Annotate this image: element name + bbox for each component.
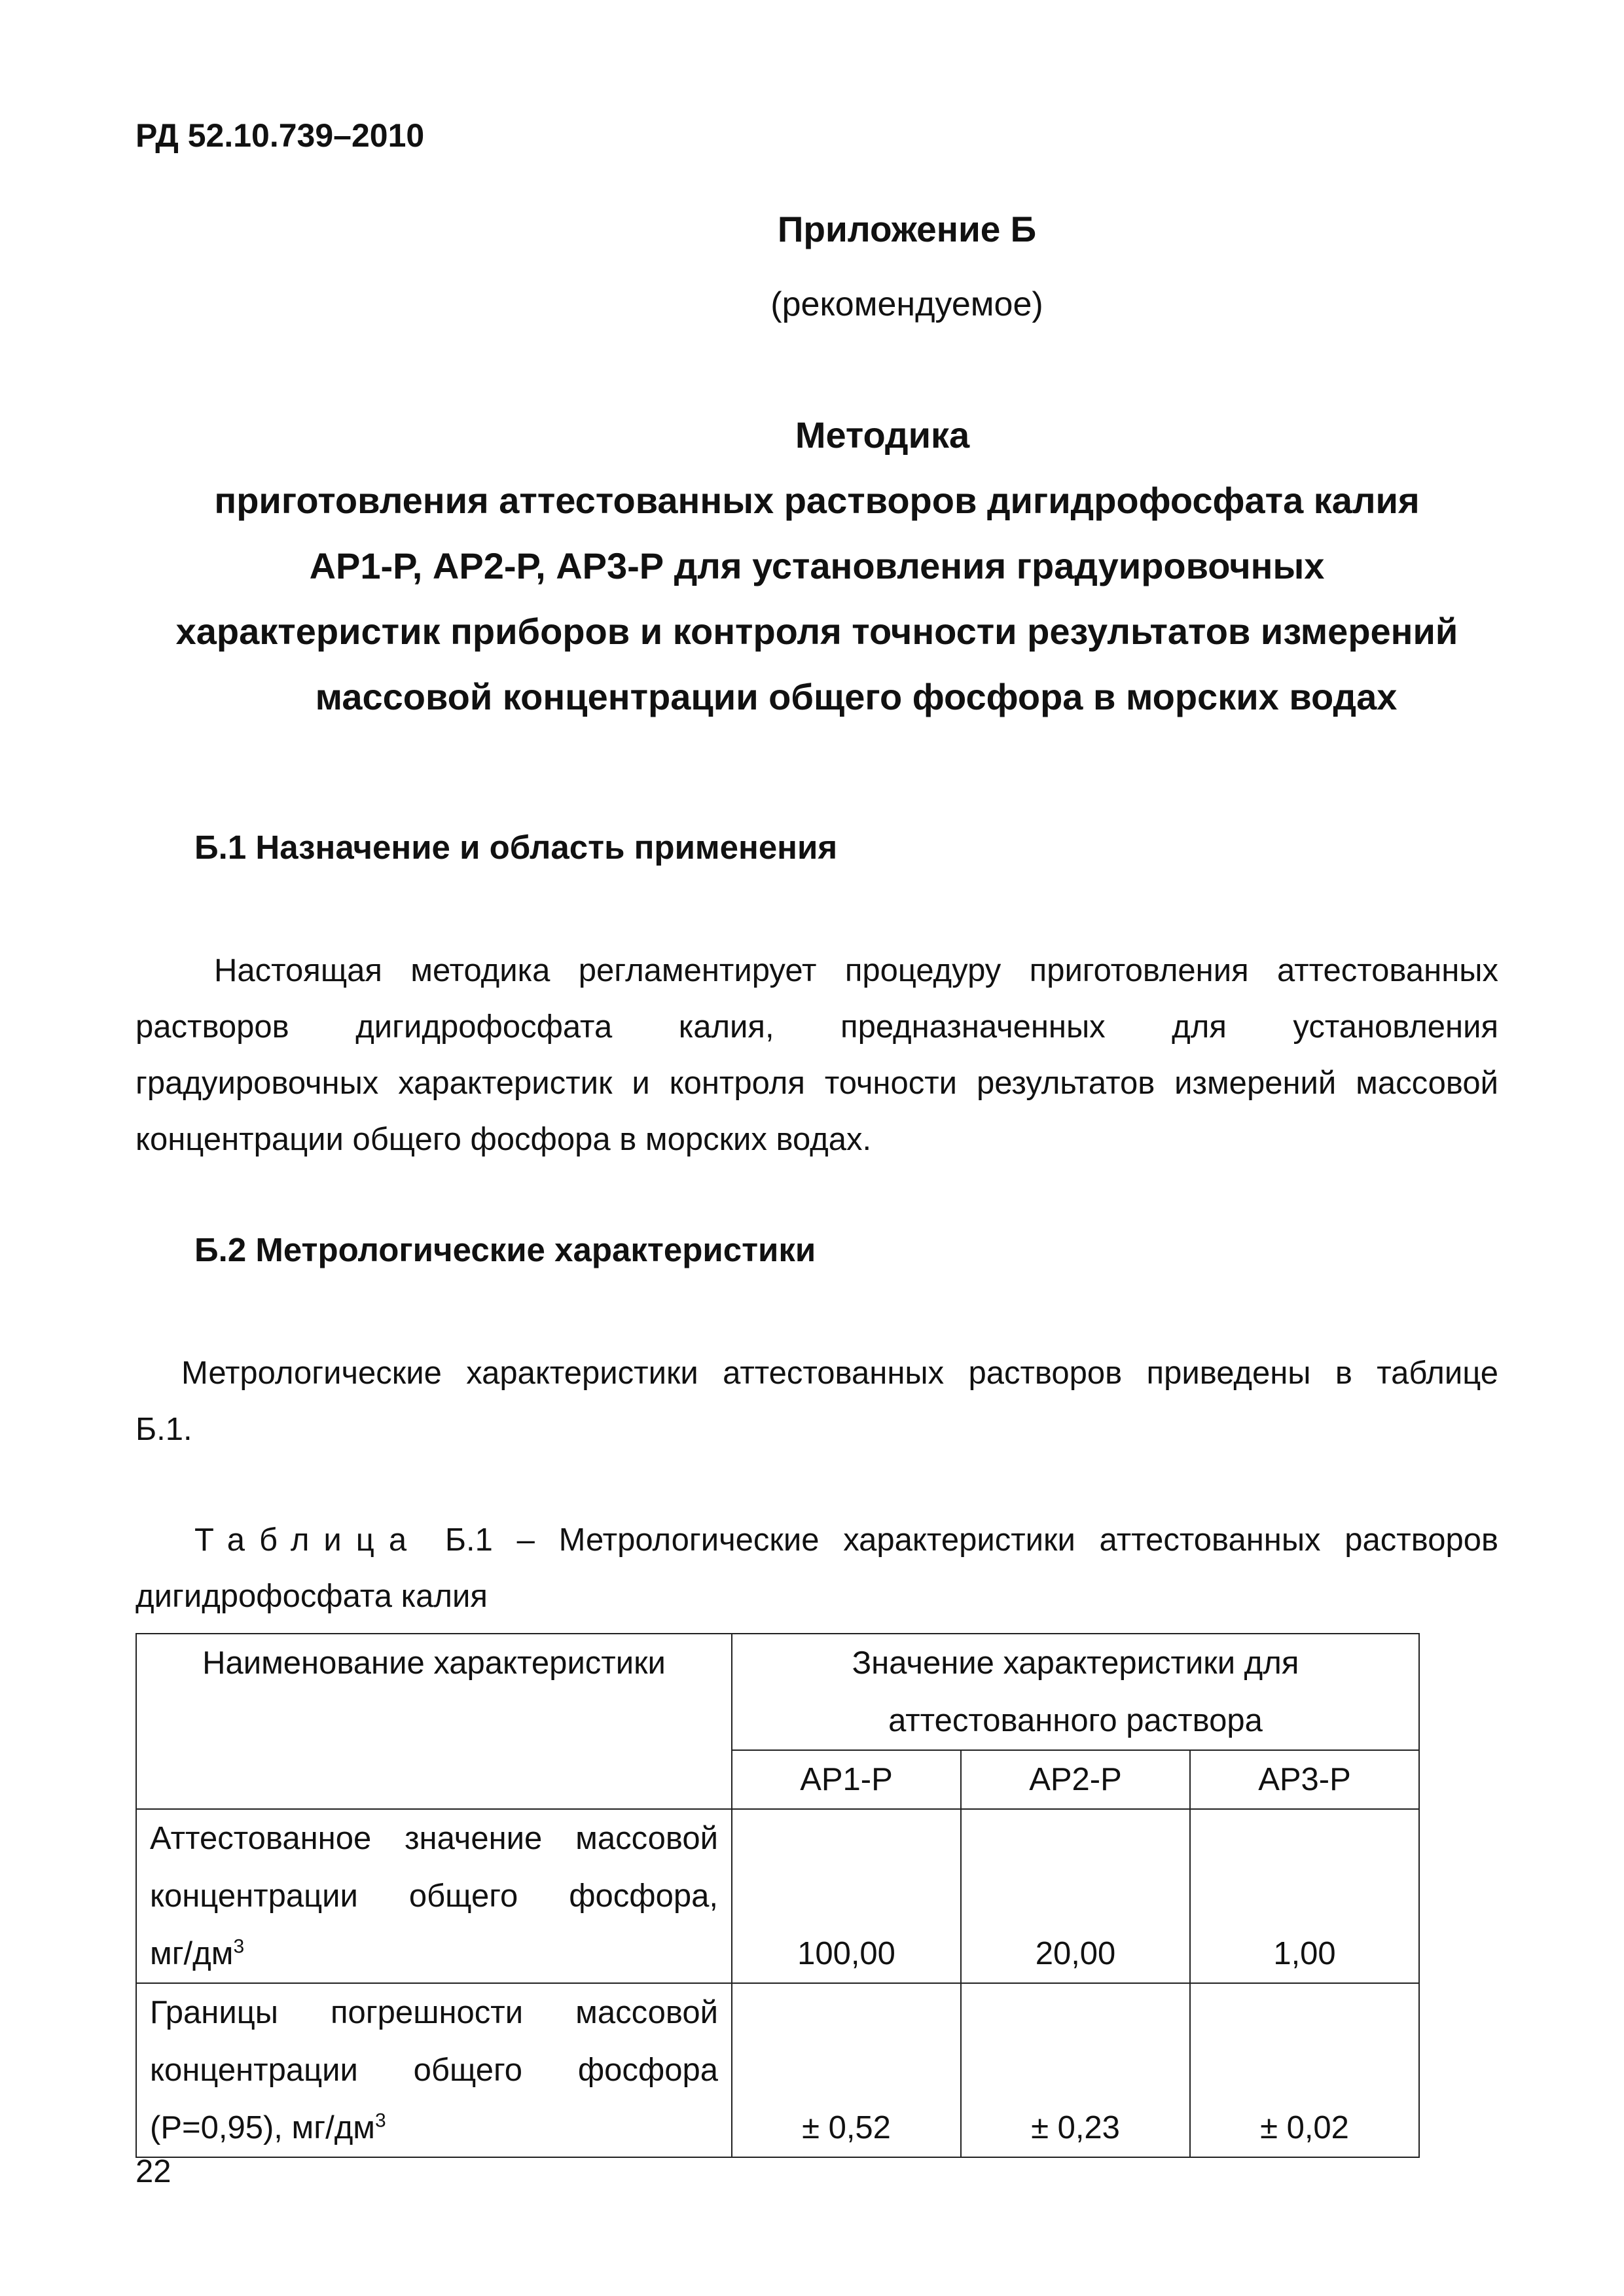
row-name-line [150, 1925, 718, 1982]
column-header: АР1-Р [732, 1750, 961, 1809]
value-cell: 100,00 [732, 1809, 961, 1983]
column-header: АР2-Р [961, 1750, 1190, 1809]
section-1-heading: Б.1 Назначение и область применения [194, 829, 838, 866]
row-name-line [150, 2099, 718, 2157]
method-title-line: массовой концентрации общего фосфора в морских водах [315, 676, 1398, 717]
table-caption [135, 1512, 1498, 1624]
value-cell: 20,00 [961, 1809, 1190, 1983]
header-cell-text: аттестованного раствора [888, 1703, 1263, 1738]
table-caption-line: дигидрофосфата калия [135, 1579, 488, 1614]
page-number: 22 [135, 2154, 171, 2189]
row-name-cell [136, 1983, 732, 2157]
method-title-line: характеристик приборов и контроля точности результатов измерений [175, 611, 1458, 652]
table-caption-label: Таблица [194, 1522, 422, 1558]
table-row [136, 1983, 1419, 2157]
unit-superscript: 3 [374, 2109, 386, 2132]
section-1-paragraph [135, 942, 1498, 1168]
value-cell: ± 0,02 [1190, 1983, 1419, 2157]
document-code: РД 52.10.739–2010 [135, 117, 425, 154]
paragraph-line: градуировочных характеристик и контроля точности результатов измерений массовой [135, 1066, 1498, 1101]
row-name-line: Аттестованное значение массовой [150, 1821, 718, 1856]
row-name-cell [136, 1809, 732, 1983]
table-caption-text: Б.1 – Метрологические характеристики аттестованных растворов [421, 1522, 1498, 1558]
method-title-line: Методика [795, 414, 970, 456]
header-cell-text: Значение характеристики для [852, 1645, 1299, 1681]
value-cell: ± 0,52 [732, 1983, 961, 2157]
section-2-paragraph [135, 1345, 1498, 1458]
row-name-line: концентрации общего фосфора [150, 2053, 718, 2088]
table-header-name [136, 1634, 732, 1809]
paragraph-line: Б.1. [135, 1412, 192, 1447]
table-row [136, 1809, 1419, 1983]
header-cell-text: Наименование характеристики [202, 1645, 666, 1681]
paragraph-line: Метрологические характеристики аттестованных растворов приведены в таблице [181, 1355, 1498, 1391]
appendix-subtitle: (рекомендуемое) [770, 285, 1043, 323]
row-name-line: концентрации общего фосфора, [150, 1878, 718, 1914]
column-header: АР3-Р [1190, 1750, 1419, 1809]
paragraph-line: концентрации общего фосфора в морских водах. [135, 1122, 872, 1157]
unit-text: мг/дм [150, 1936, 234, 1971]
method-title [135, 403, 1498, 730]
method-title-line: приготовления аттестованных растворов дигидрофосфата калия [214, 480, 1420, 521]
paragraph-line: растворов дигидрофосфата калия, предназначенных для установления [135, 1009, 1498, 1045]
value-cell: ± 0,23 [961, 1983, 1190, 2157]
method-title-line: АР1-Р, АР2-Р, АР3-Р для установления градуировочных [309, 545, 1325, 586]
appendix-title: Приложение Б [777, 209, 1037, 249]
section-2-heading: Б.2 Метрологические характеристики [194, 1231, 816, 1268]
metrology-table [135, 1633, 1420, 2158]
row-name-line: Границы погрешности массовой [150, 1995, 718, 2030]
unit-superscript: 3 [233, 1935, 245, 1958]
unit-text: (Р=0,95), мг/дм [150, 2110, 375, 2145]
table-header-value [732, 1634, 1419, 1750]
table-caption-line [135, 1512, 1498, 1568]
paragraph-line: Настоящая методика регламентирует процедуру приготовления аттестованных [214, 953, 1498, 988]
value-cell: 1,00 [1190, 1809, 1419, 1983]
